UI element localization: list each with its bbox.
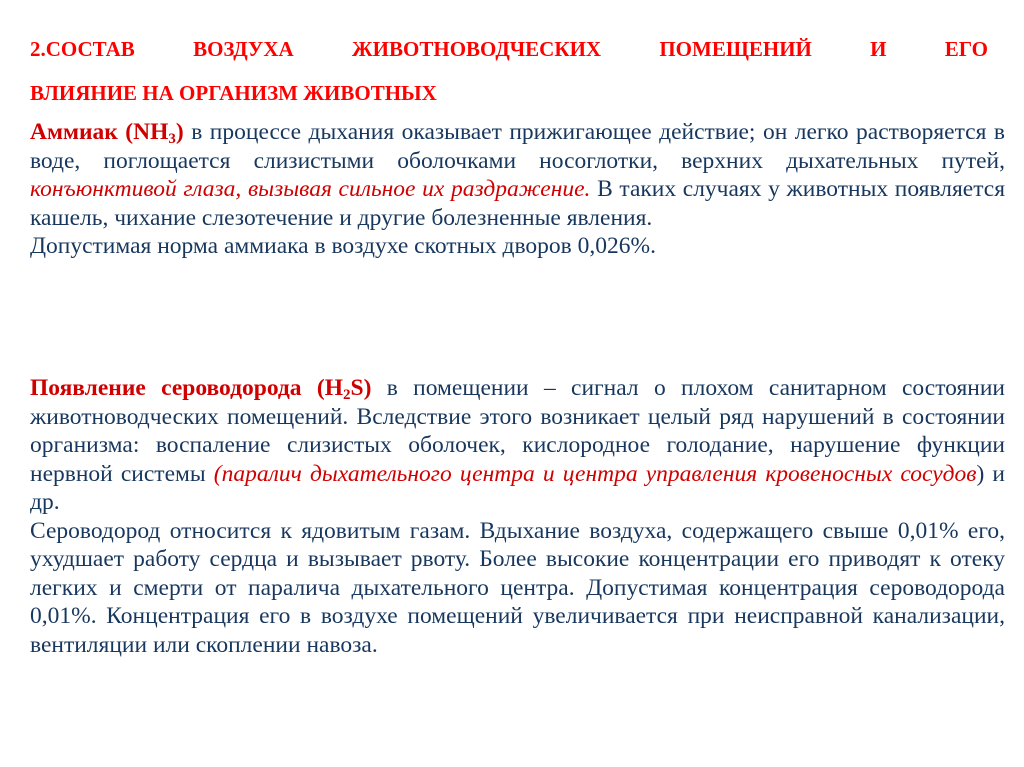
h2s-term	[30, 375, 371, 401]
h2s-term-subscript: 2	[343, 387, 351, 403]
slide-title	[30, 28, 988, 108]
ammonia-norm: Допустимая норма аммиака в воздухе скотных дворов 0,026%.	[30, 233, 656, 259]
title-word: ПОМЕЩЕНИЙ	[659, 37, 812, 61]
ammonia-text-2: В таких случаях у животных появляется кашель, чихание слезотечение и другие болезненные явления.	[30, 176, 1006, 231]
title-word: ЕГО	[944, 37, 988, 61]
h2s-italic-text: (паралич дыхательного центра и центра управления кровеносных сосудов	[213, 460, 977, 487]
ammonia-term	[30, 119, 184, 145]
ammonia-term-start: Аммиак (NH	[30, 119, 169, 145]
title-word: ЖИВОТНОВОДЧЕСКИХ	[351, 37, 602, 61]
h2s-term-start: Появление сероводорода (H	[30, 375, 343, 401]
ammonia-paragraph	[30, 118, 1005, 261]
ammonia-text-1: в процессе дыхания оказывает прижигающее действие; он легко растворяется в воде, поглощается слизистыми оболочками носоглотки, верхних дыхательных путей,	[30, 119, 1005, 174]
h2s-text-2: ) и др.	[30, 460, 1005, 515]
title-word: 2.СОСТАВ	[30, 37, 135, 61]
title-word: И	[870, 37, 887, 61]
ammonia-term-end: )	[175, 119, 184, 145]
title-line-2: ВЛИЯНИЕ НА ОРГАНИЗМ ЖИВОТНЫХ	[30, 81, 437, 105]
h2s-text-1: в помещении – сигнал о плохом санитарном состоянии животноводческих помещений. Вследствие этого возникает целый ряд нарушений в состоянии организма: воспаление слизистых оболочек, кислородное голодание, нарушение функции нервной системы	[30, 375, 1006, 487]
h2s-term-end: S)	[350, 375, 372, 401]
hydrogen-sulfide-paragraph	[30, 374, 1005, 659]
title-word: ВОЗДУХА	[193, 37, 294, 61]
h2s-details: Сероводород относится к ядовитым газам. Вдыхание воздуха, содержащего свыше 0,01% его, ухудшает работу сердца и вызывает рвоту. Более высокие концентрации его приводят к отеку легких и смерти от паралича дыхательного центра. Допустимая концентрация сероводорода 0,01%. Концентрация его в воздухе помещений увеличивается при неисправной канализации, вентиляции или скоплении навоза.	[30, 517, 1005, 658]
ammonia-term-subscript: 3	[168, 131, 176, 147]
ammonia-italic-text: конъюнктивой глаза, вызывая сильное их раздражение.	[30, 176, 591, 202]
title-line-1	[30, 28, 988, 78]
